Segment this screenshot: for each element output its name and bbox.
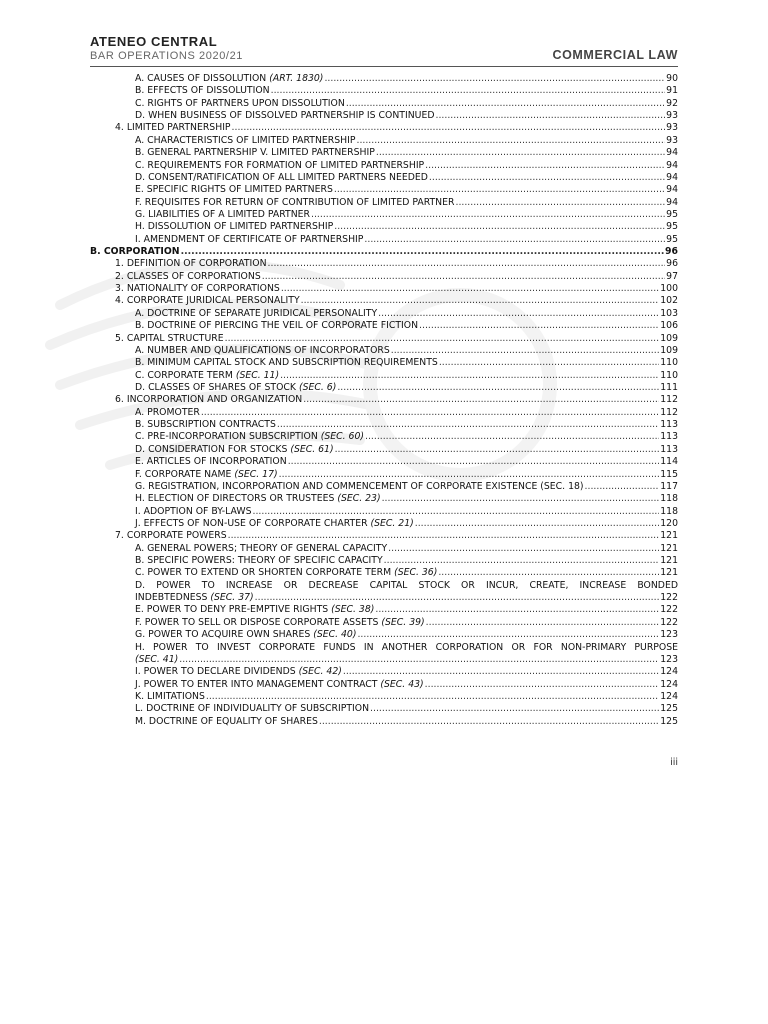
toc-entry[interactable]: [90, 604, 678, 616]
toc-entry[interactable]: [90, 617, 678, 629]
toc-entry-label: B. DOCTRINE OF PIERCING THE VEIL OF CORPORATE FICTION: [135, 320, 419, 332]
toc-leader-dots: [279, 469, 660, 481]
toc-leader-dots: [335, 444, 660, 456]
toc-entry[interactable]: [90, 419, 678, 431]
toc-leader-dots: [337, 382, 659, 394]
toc-entry-label: B. MINIMUM CAPITAL STOCK AND SUBSCRIPTION REQUIREMENTS: [135, 357, 438, 369]
toc-entry-page: 124: [660, 690, 678, 702]
toc-entry-label: B. GENERAL PARTNERSHIP V. LIMITED PARTNERSHIP: [135, 147, 375, 159]
toc-entry-line2[interactable]: [90, 654, 678, 666]
toc-entry-page: 113: [660, 443, 678, 455]
toc-leader-dots: [334, 221, 665, 233]
toc-entry-page: 92: [666, 97, 678, 109]
toc-leader-dots: [357, 629, 659, 641]
toc-entry-page: 121: [660, 530, 678, 542]
toc-entry[interactable]: [90, 370, 678, 382]
toc-entry[interactable]: [90, 308, 678, 320]
toc-entry-page: 113: [660, 431, 678, 443]
toc-entry[interactable]: [90, 110, 678, 122]
toc-leader-dots: [438, 567, 659, 579]
toc-leader-dots: [334, 184, 665, 196]
toc-leader-dots: [311, 209, 665, 221]
toc-entry-page: 122: [660, 616, 678, 628]
toc-entry-line1[interactable]: [90, 642, 678, 654]
toc-entry-label: L. DOCTRINE OF INDIVIDUALITY OF SUBSCRIPTION: [135, 703, 370, 715]
toc-entry[interactable]: [90, 320, 678, 332]
toc-entry-label: K. LIMITATIONS: [135, 690, 205, 702]
toc-entry-page: 90: [666, 73, 678, 84]
toc-leader-dots: [228, 530, 660, 542]
toc-entry-page: 121: [660, 555, 678, 567]
toc-entry[interactable]: [90, 197, 678, 209]
toc-entry[interactable]: [90, 716, 678, 728]
toc-entry-label: J. POWER TO ENTER INTO MANAGEMENT CONTRACT (SEC. 43): [135, 678, 424, 690]
toc-entry-page: 124: [660, 666, 678, 678]
toc-leader-dots: [206, 691, 659, 703]
toc-entry-label: H. POWER TO INVEST CORPORATE FUNDS IN ANOTHER CORPORATION OR FOR NON-PRIMARY PURPOSE: [135, 641, 678, 653]
toc-entry-label: C. POWER TO EXTEND OR SHORTEN CORPORATE TERM (SEC. 36): [135, 567, 438, 579]
toc-entry-page: 91: [666, 85, 678, 97]
toc-entry[interactable]: [90, 394, 678, 406]
toc-entry-label: H. ELECTION OF DIRECTORS OR TRUSTEES (SEC. 23): [135, 493, 381, 505]
toc-entry[interactable]: [90, 530, 678, 542]
toc-entry-page: 117: [660, 480, 678, 492]
toc-entry-label: D. CLASSES OF SHARES OF STOCK (SEC. 6): [135, 381, 337, 393]
toc-entry-page: 94: [666, 171, 678, 183]
toc-entry-page: 118: [660, 505, 678, 517]
toc-entry[interactable]: [90, 691, 678, 703]
toc-leader-dots: [301, 295, 660, 307]
toc-leader-dots: [426, 617, 660, 629]
toc-entry[interactable]: [90, 345, 678, 357]
toc-entry-label: H. DISSOLUTION OF LIMITED PARTNERSHIP: [135, 221, 334, 233]
toc-leader-dots: [370, 703, 659, 715]
toc-entry[interactable]: [90, 258, 678, 270]
toc-entry-page: 124: [660, 678, 678, 690]
toc-entry[interactable]: [90, 518, 678, 530]
toc-leader-dots: [271, 85, 666, 97]
toc-entry-page: 95: [666, 233, 678, 245]
toc-entry-label: 3. NATIONALITY OF CORPORATIONS: [115, 283, 280, 295]
toc-entry[interactable]: [90, 407, 678, 419]
toc-entry-page: 123: [660, 653, 678, 665]
toc-leader-dots: [419, 320, 659, 332]
table-of-contents: [90, 73, 678, 728]
toc-leader-dots: [253, 506, 660, 518]
toc-entry-label: G. POWER TO ACQUIRE OWN SHARES (SEC. 40): [135, 629, 357, 641]
toc-entry-label: B. CORPORATION: [90, 246, 180, 258]
toc-leader-dots: [303, 394, 659, 406]
toc-entry-page: 102: [660, 295, 678, 307]
toc-entry-label: J. EFFECTS OF NON-USE OF CORPORATE CHARTER (SEC. 21): [135, 517, 414, 529]
toc-entry[interactable]: [90, 295, 678, 307]
header-organization: ATENEO CENTRAL: [90, 34, 218, 49]
toc-leader-dots: [281, 283, 659, 295]
toc-leader-dots: [365, 431, 659, 443]
toc-entry-label: E. SPECIFIC RIGHTS OF LIMITED PARTNERS: [135, 184, 333, 196]
toc-entry[interactable]: [90, 703, 678, 715]
toc-entry[interactable]: [90, 679, 678, 691]
toc-entry-label: A. CHARACTERISTICS OF LIMITED PARTNERSHIP: [135, 134, 356, 146]
toc-leader-dots: [356, 135, 665, 147]
toc-entry-label: 5. CAPITAL STRUCTURE: [115, 332, 224, 344]
toc-entry-label: 1. DEFINITION OF CORPORATION: [115, 258, 267, 270]
toc-entry-page: 122: [660, 592, 678, 604]
toc-entry[interactable]: [90, 506, 678, 518]
toc-entry-label: F. POWER TO SELL OR DISPOSE CORPORATE ASSETS (SEC. 39): [135, 616, 425, 628]
toc-entry[interactable]: [90, 543, 678, 555]
toc-entry-page: 94: [666, 159, 678, 171]
toc-leader-dots: [425, 679, 660, 691]
toc-entry-page: 122: [660, 604, 678, 616]
toc-leader-dots: [436, 110, 666, 122]
toc-entry-label: M. DOCTRINE OF EQUALITY OF SHARES: [135, 715, 318, 727]
toc-entry-page: 111: [660, 381, 678, 393]
toc-entry[interactable]: [90, 444, 678, 456]
toc-entry[interactable]: [90, 555, 678, 567]
toc-entry[interactable]: [90, 184, 678, 196]
toc-leader-dots: [364, 234, 665, 246]
toc-entry-page: 120: [660, 517, 678, 529]
toc-section-entry[interactable]: [90, 246, 678, 258]
page-number: iii: [670, 757, 678, 768]
toc-leader-dots: [439, 357, 659, 369]
toc-entry[interactable]: [90, 666, 678, 678]
toc-entry-line2[interactable]: [90, 592, 678, 604]
toc-entry-label: A. CAUSES OF DISSOLUTION (ART. 1830): [135, 73, 324, 84]
toc-entry-page: 94: [666, 184, 678, 196]
toc-entry[interactable]: [90, 629, 678, 641]
toc-entry-page: 106: [660, 320, 678, 332]
toc-leader-dots: [378, 308, 659, 320]
toc-entry[interactable]: [90, 283, 678, 295]
toc-leader-dots: [375, 604, 659, 616]
toc-leader-dots: [181, 246, 664, 258]
toc-entry-label: C. CORPORATE TERM (SEC. 11): [135, 369, 280, 381]
toc-entry-page: 93: [666, 110, 678, 122]
toc-entry-label: G. REGISTRATION, INCORPORATION AND COMMENCEMENT OF CORPORATE EXISTENCE (SEC. 18): [135, 480, 584, 492]
toc-entry-page: 95: [666, 221, 678, 233]
toc-entry-page: 93: [666, 122, 678, 134]
toc-leader-dots: [376, 147, 665, 159]
toc-entry[interactable]: [90, 85, 678, 97]
toc-entry-page: 114: [660, 456, 678, 468]
toc-entry[interactable]: [90, 469, 678, 481]
toc-entry-page: 112: [660, 406, 678, 418]
toc-leader-dots: [388, 543, 659, 555]
header-subject: COMMERCIAL LAW: [552, 48, 678, 62]
toc-entry[interactable]: [90, 135, 678, 147]
toc-entry-label: F. CORPORATE NAME (SEC. 17): [135, 468, 278, 480]
toc-entry[interactable]: [90, 382, 678, 394]
toc-leader-dots: [343, 666, 659, 678]
toc-entry-page: 125: [660, 715, 678, 727]
toc-leader-dots: [280, 370, 659, 382]
toc-entry-page: 96: [665, 246, 678, 258]
toc-entry[interactable]: [90, 567, 678, 579]
toc-entry-label: 2. CLASSES OF CORPORATIONS: [115, 270, 261, 282]
toc-leader-dots: [268, 258, 666, 270]
page-header: [90, 34, 678, 67]
toc-leader-dots: [346, 98, 665, 110]
toc-leader-dots: [179, 654, 659, 666]
toc-entry-label: F. REQUISITES FOR RETURN OF CONTRIBUTION OF LIMITED PARTNER: [135, 196, 455, 208]
toc-entry-label: E. ARTICLES OF INCORPORATION: [135, 456, 287, 468]
toc-entry-page: 109: [660, 332, 678, 344]
toc-entry[interactable]: [90, 98, 678, 110]
toc-leader-dots: [319, 716, 659, 728]
toc-leader-dots: [232, 122, 666, 134]
toc-leader-dots: [415, 518, 659, 530]
toc-entry-page: 110: [660, 369, 678, 381]
toc-entry-label: A. NUMBER AND QUALIFICATIONS OF INCORPORATORS: [135, 344, 390, 356]
toc-entry-page: 125: [660, 703, 678, 715]
toc-entry-label: I. POWER TO DECLARE DIVIDENDS (SEC. 42): [135, 666, 342, 678]
toc-entry-page: 115: [660, 468, 678, 480]
toc-entry-label: C. REQUIREMENTS FOR FORMATION OF LIMITED PARTNERSHIP: [135, 159, 425, 171]
toc-entry-page: 96: [666, 258, 678, 270]
toc-entry-page: 112: [660, 394, 678, 406]
toc-entry-label: (SEC. 41): [135, 653, 179, 665]
toc-entry-page: 118: [660, 493, 678, 505]
toc-leader-dots: [255, 592, 660, 604]
toc-leader-dots: [382, 493, 660, 505]
toc-leader-dots: [201, 407, 659, 419]
toc-leader-dots: [324, 73, 665, 85]
toc-entry[interactable]: [90, 73, 678, 85]
toc-entry-page: 110: [660, 357, 678, 369]
toc-entry-label: D. WHEN BUSINESS OF DISSOLVED PARTNERSHIP IS CONTINUED: [135, 110, 435, 122]
toc-entry-label: 6. INCORPORATION AND ORGANIZATION: [115, 394, 303, 406]
toc-entry[interactable]: [90, 271, 678, 283]
toc-entry-page: 100: [660, 283, 678, 295]
toc-entry-label: 7. CORPORATE POWERS: [115, 530, 227, 542]
toc-entry-label: C. PRE-INCORPORATION SUBSCRIPTION (SEC. 60): [135, 431, 364, 443]
toc-entry[interactable]: [90, 172, 678, 184]
toc-entry-label: C. RIGHTS OF PARTNERS UPON DISSOLUTION: [135, 97, 345, 109]
toc-leader-dots: [455, 197, 665, 209]
toc-entry-label: A. PROMOTER: [135, 406, 200, 418]
toc-entry-page: 97: [666, 270, 678, 282]
toc-entry-label: B. SPECIFIC POWERS: THEORY OF SPECIFIC CAPACITY: [135, 555, 383, 567]
toc-leader-dots: [384, 555, 660, 567]
toc-entry-page: 93: [666, 134, 678, 146]
toc-entry[interactable]: [90, 431, 678, 443]
toc-leader-dots: [585, 481, 660, 493]
toc-entry-page: 121: [660, 542, 678, 554]
toc-entry-label: I. AMENDMENT OF CERTIFICATE OF PARTNERSHIP: [135, 233, 364, 245]
toc-entry-label: B. EFFECTS OF DISSOLUTION: [135, 85, 270, 97]
toc-leader-dots: [262, 271, 665, 283]
toc-entry[interactable]: [90, 221, 678, 233]
toc-leader-dots: [425, 160, 665, 172]
toc-entry-label: D. CONSIDERATION FOR STOCKS (SEC. 61): [135, 443, 334, 455]
toc-entry[interactable]: [90, 481, 678, 493]
toc-entry-label: INDEBTEDNESS (SEC. 37): [135, 592, 254, 604]
toc-entry[interactable]: [90, 122, 678, 134]
toc-entry-label: D. CONSENT/RATIFICATION OF ALL LIMITED PARTNERS NEEDED: [135, 171, 428, 183]
toc-entry-page: 103: [660, 307, 678, 319]
toc-entry-page: 95: [666, 208, 678, 220]
toc-entry[interactable]: [90, 209, 678, 221]
toc-leader-dots: [429, 172, 665, 184]
toc-entry-page: 123: [660, 629, 678, 641]
toc-entry-page: 113: [660, 419, 678, 431]
toc-leader-dots: [225, 333, 660, 345]
toc-leader-dots: [288, 456, 660, 468]
toc-entry-page: 94: [666, 196, 678, 208]
toc-entry-label: I. ADOPTION OF BY-LAWS: [135, 505, 252, 517]
toc-entry-label: 4. LIMITED PARTNERSHIP: [115, 122, 231, 134]
toc-entry[interactable]: [90, 493, 678, 505]
toc-entry[interactable]: [90, 456, 678, 468]
toc-entry[interactable]: [90, 147, 678, 159]
toc-leader-dots: [277, 419, 659, 431]
toc-entry-label: A. GENERAL POWERS; THEORY OF GENERAL CAPACITY: [135, 542, 388, 554]
toc-entry-label: A. DOCTRINE OF SEPARATE JURIDICAL PERSONALITY: [135, 307, 378, 319]
toc-entry[interactable]: [90, 333, 678, 345]
toc-entry[interactable]: [90, 234, 678, 246]
toc-entry-label: D. POWER TO INCREASE OR DECREASE CAPITAL STOCK OR INCUR, CREATE, INCREASE BONDED: [135, 579, 678, 591]
toc-entry[interactable]: [90, 160, 678, 172]
toc-entry-label: G. LIABILITIES OF A LIMITED PARTNER: [135, 208, 310, 220]
toc-entry-label: 4. CORPORATE JURIDICAL PERSONALITY: [115, 295, 300, 307]
toc-entry-page: 109: [660, 344, 678, 356]
toc-entry[interactable]: [90, 357, 678, 369]
toc-entry-line1[interactable]: [90, 580, 678, 592]
toc-entry-page: 94: [666, 147, 678, 159]
toc-leader-dots: [391, 345, 660, 357]
toc-entry-page: 121: [660, 567, 678, 579]
toc-entry-label: E. POWER TO DENY PRE-EMPTIVE RIGHTS (SEC. 38): [135, 604, 375, 616]
toc-entry-label: B. SUBSCRIPTION CONTRACTS: [135, 419, 276, 431]
header-subtitle: BAR OPERATIONS 2020/21: [90, 50, 243, 62]
